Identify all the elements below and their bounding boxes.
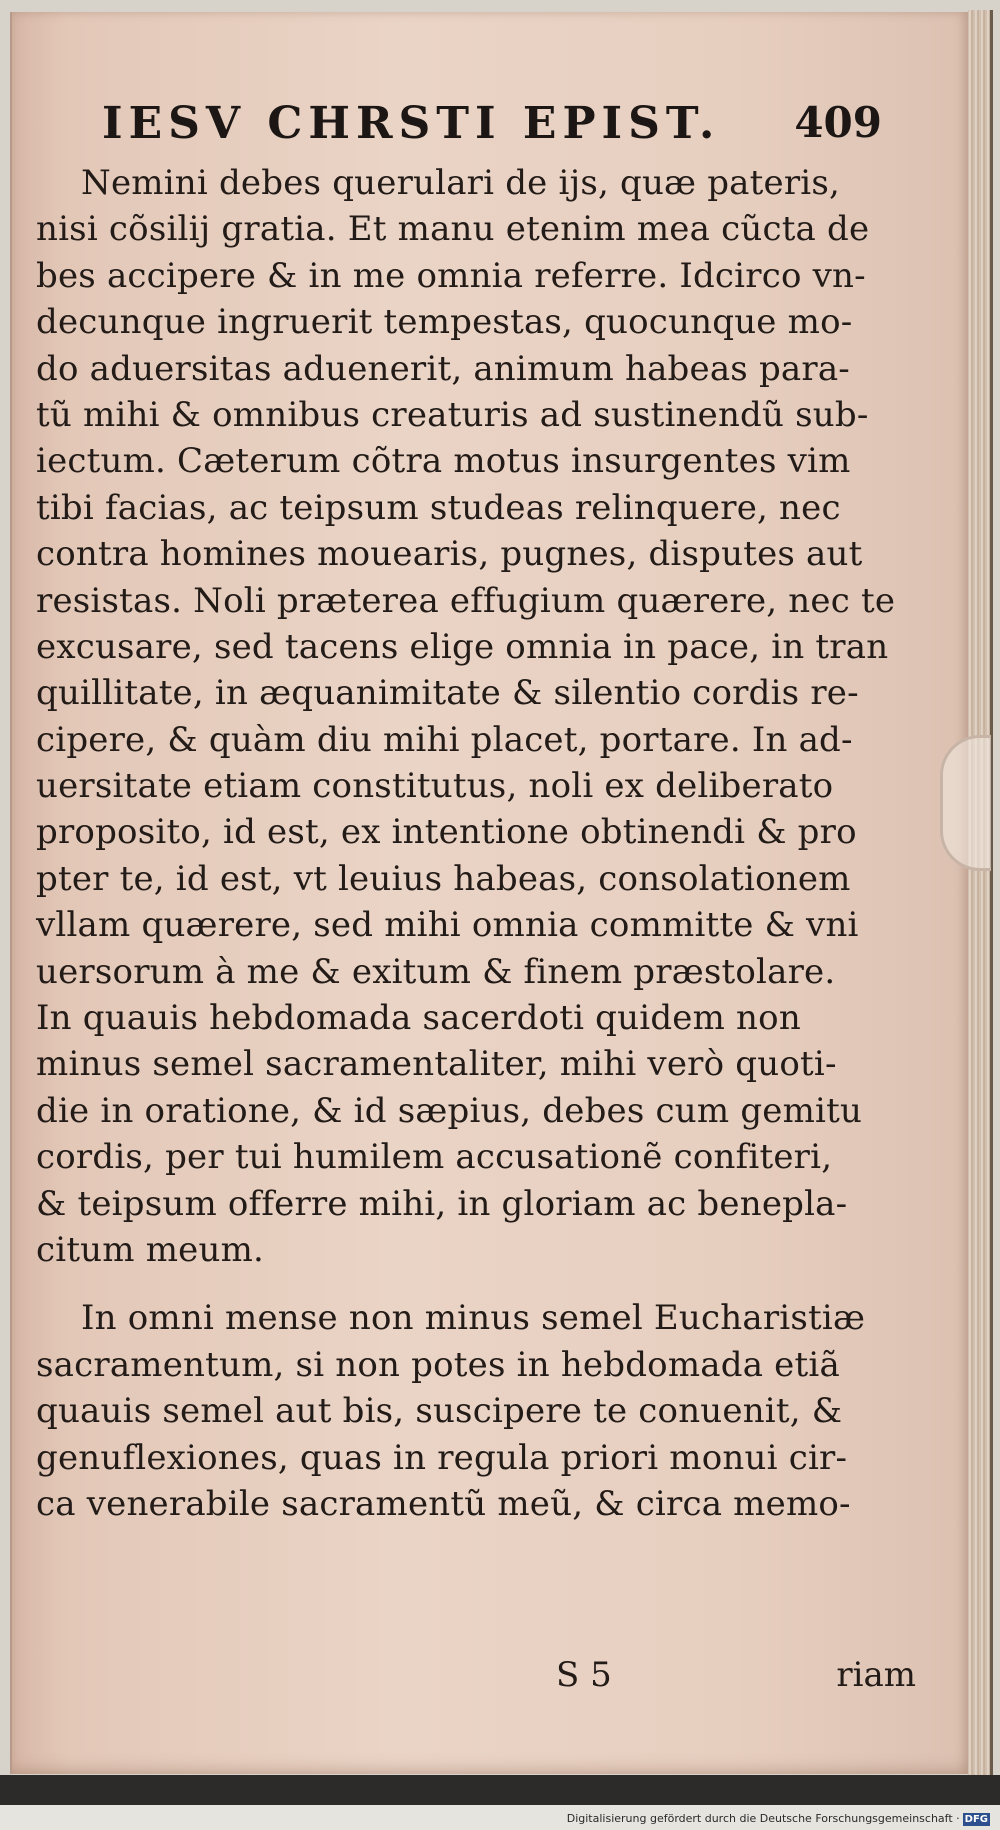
text-line: citum meum. bbox=[36, 1229, 265, 1270]
text-line: resistas. Noli præterea effugium quærere, nec te bbox=[36, 580, 896, 621]
digitization-credit bbox=[567, 1810, 990, 1828]
text-line: uersorum à me & exitum & finem præstolare. bbox=[36, 951, 836, 992]
text-line: minus semel sacramentaliter, mihi verò quoti- bbox=[36, 1044, 837, 1085]
text-line: die in oratione, & id sæpius, debes cum gemitu bbox=[36, 1090, 863, 1131]
text-line: Nemini debes querulari de ijs, quæ pateris, bbox=[81, 163, 841, 203]
text-line: quillitate, in æquanimitate & silentio cordis re- bbox=[36, 673, 859, 714]
dfg-logo: DFG bbox=[964, 1814, 988, 1825]
text-line: nisi cõsilij gratia. Et manu etenim mea cũcta de bbox=[36, 209, 870, 250]
scan-bottom-bar bbox=[0, 1775, 1000, 1805]
text-line: contra homines mouearis, pugnes, disputes aut bbox=[36, 534, 863, 575]
paragraph-1 bbox=[36, 160, 896, 1273]
paragraph-gap bbox=[36, 1273, 876, 1295]
paragraph-2 bbox=[36, 1295, 876, 1527]
text-line: pter te, id est, vt leuius habeas, consolationem bbox=[36, 858, 851, 899]
text-line: proposito, id est, ex intentione obtinendi & pro bbox=[36, 812, 857, 853]
catchword: riam bbox=[836, 1655, 916, 1695]
text-line: quauis semel aut bis, suscipere te conuenit, & bbox=[36, 1391, 843, 1432]
text-line: decunque ingruerit tempestas, quocunque mo- bbox=[36, 302, 853, 343]
text-line: excusare, sed tacens elige omnia in pace, in tran bbox=[36, 626, 889, 667]
signature-mark: S 5 bbox=[556, 1655, 612, 1695]
text-line: iectum. Cæterum cõtra motus insurgentes vim bbox=[36, 441, 851, 482]
running-head: IESV CHRSTI EPIST. bbox=[102, 98, 721, 149]
text-line: sacramentum, si non potes in hebdomada etiã bbox=[36, 1344, 840, 1385]
body-text bbox=[36, 160, 916, 1695]
text-line: uersitate etiam constitutus, noli ex deliberato bbox=[36, 766, 834, 807]
text-line: tũ mihi & omnibus creaturis ad sustinendũ sub- bbox=[36, 394, 869, 435]
signature-line bbox=[36, 1655, 916, 1703]
text-line: tibi facias, ac teipsum studeas relinquere, nec bbox=[36, 487, 841, 528]
page-header bbox=[102, 98, 882, 158]
page-edge bbox=[968, 10, 993, 1780]
clasp-mark bbox=[940, 735, 991, 871]
text-line: vllam quærere, sed mihi omnia committe & vni bbox=[36, 905, 859, 946]
text-line: bes accipere & in me omnia referre. Idcirco vn- bbox=[36, 255, 866, 296]
text-line: genuflexiones, quas in regula priori monui cir- bbox=[36, 1437, 848, 1478]
text-line: In quauis hebdomada sacerdoti quidem non bbox=[36, 998, 801, 1039]
text-line: do aduersitas aduenerit, animum habeas para- bbox=[36, 348, 850, 389]
text-line: & teipsum offerre mihi, in gloriam ac benepla- bbox=[36, 1183, 848, 1224]
text-line: ca venerabile sacramentũ meũ, & circa memo- bbox=[36, 1483, 851, 1524]
credit-text: Digitalisierung gefördert durch die Deutsche Forschungsgemeinschaft · bbox=[566, 1812, 960, 1825]
book-page bbox=[10, 12, 970, 1774]
text-line: In omni mense non minus semel Eucharistiæ bbox=[81, 1298, 866, 1339]
page-number: 409 bbox=[794, 98, 882, 147]
text-line: cipere, & quàm diu mihi placet, portare. In ad- bbox=[36, 719, 853, 760]
text-line: cordis, per tui humilem accusationẽ confiteri, bbox=[36, 1137, 833, 1178]
